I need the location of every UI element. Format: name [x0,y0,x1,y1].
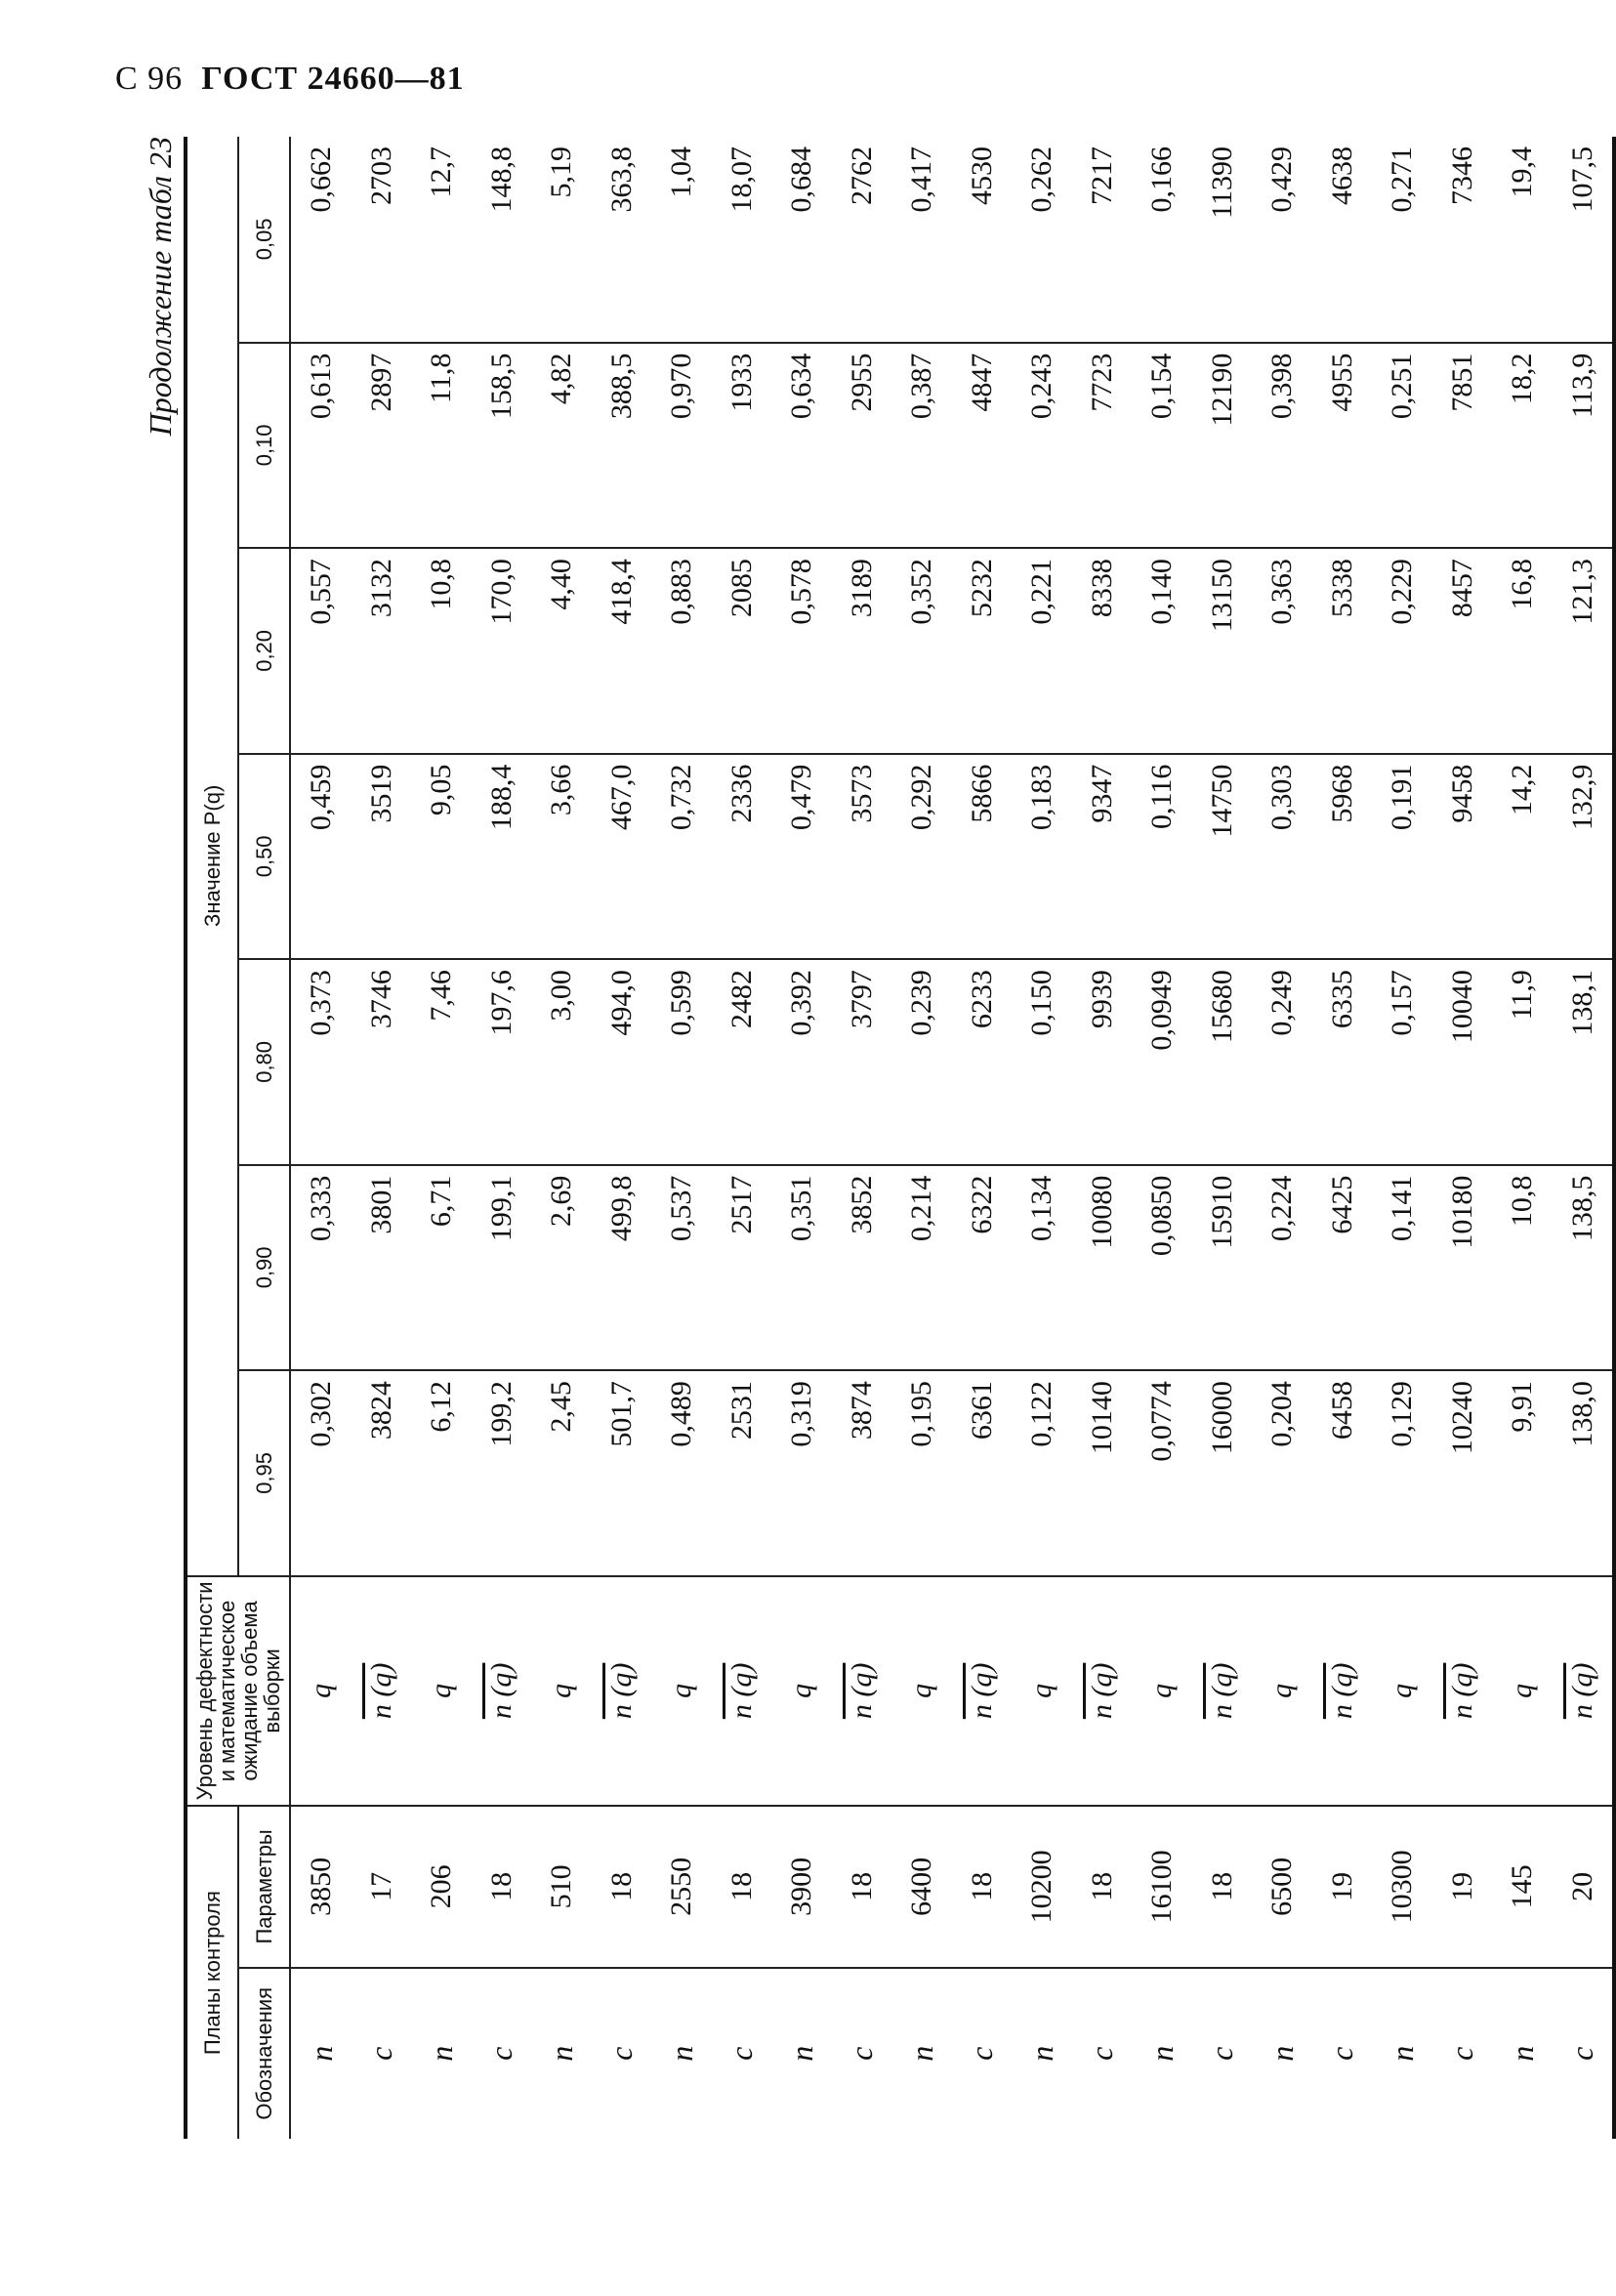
value-cell: 16,8 [1492,548,1553,754]
parameter-cell: 18 [1072,1806,1133,1967]
level-cell: n (q) [1312,1576,1373,1807]
value-cell: 10080 [1072,1165,1133,1371]
value-cell: 0,351 [771,1165,832,1371]
value-cell: 11,9 [1492,959,1553,1165]
level-cell: n (q) [352,1576,412,1807]
level-cell: q [1252,1576,1312,1807]
value-cell: 0,0774 [1132,1370,1192,1576]
value-cell: 7217 [1072,137,1133,343]
value-cell: 388,5 [592,343,652,549]
value-cell: 0,634 [771,343,832,549]
value-cell: 0,195 [891,1370,952,1576]
designation-cell: n [1143,2045,1180,2062]
value-cell: 14,2 [1492,754,1553,960]
level-cell: q [531,1576,592,1807]
value-cell: 148,8 [472,137,532,343]
level-cell: n (q) [1192,1576,1253,1807]
value-cell: 0,224 [1252,1165,1312,1371]
value-cell: 12,7 [411,137,472,343]
parameter-cell: 18 [832,1806,892,1967]
value-cell: 0,883 [651,548,712,754]
values-group-label: Значение P(q) [200,784,226,927]
parameter-cell: 145 [1492,1806,1553,1967]
value-cell: 467,0 [592,754,652,960]
value-cell: 4,40 [531,548,592,754]
value-cell: 3824 [352,1370,412,1576]
page-header [115,61,465,98]
table-row [472,137,532,2139]
value-cell: 0,398 [1252,343,1312,549]
value-cell: 11,8 [411,343,472,549]
value-cell: 16000 [1192,1370,1253,1576]
parameter-cell: 3850 [290,1806,352,1967]
value-cell: 0,417 [891,137,952,343]
parameter-cell: 206 [411,1806,472,1967]
value-cell: 0,271 [1372,137,1432,343]
value-cell: 15910 [1192,1165,1253,1371]
table-row [771,137,832,2139]
value-cell: 0,292 [891,754,952,960]
value-cell: 0,141 [1372,1165,1432,1371]
table-row [411,137,472,2139]
level-cell: n (q) [592,1576,652,1807]
value-cell: 0,303 [1252,754,1312,960]
designation-cell: n [1504,2045,1540,2062]
level-cell: n (q) [712,1576,772,1807]
value-cell: 0,970 [651,343,712,549]
value-cell: 0,429 [1252,137,1312,343]
value-cell: 0,204 [1252,1370,1312,1576]
value-cell: 0,262 [1012,137,1072,343]
page-number: С 96 [115,61,184,97]
value-cell: 9939 [1072,959,1133,1165]
designation-cell: c [1084,2046,1120,2061]
value-cell: 2897 [352,343,412,549]
designation-cell: n [783,2045,819,2062]
value-cell: 4530 [952,137,1013,343]
designation-cell: c [483,2046,519,2061]
designation-cell: c [1444,2046,1480,2061]
value-cell: 4,82 [531,343,592,549]
value-cell: 0,489 [651,1370,712,1576]
table-row [712,137,772,2139]
value-cell: 0,221 [1012,548,1072,754]
value-cell: 3132 [352,548,412,754]
p-header: 0,05 [238,137,290,343]
parameter-cell: 20 [1553,1806,1615,1967]
value-cell: 6425 [1312,1165,1373,1371]
value-cell: 3573 [832,754,892,960]
table-row [651,137,712,2139]
table-row [592,137,652,2139]
level-cell: q [290,1576,352,1807]
parameter-cell: 510 [531,1806,592,1967]
designation-cell: c [1324,2046,1360,2061]
plans-group-header: Планы контроля [186,1806,238,2139]
value-cell: 7,46 [411,959,472,1165]
value-cell: 10240 [1432,1370,1493,1576]
sampling-plans-table [184,137,1616,2139]
value-cell: 0,459 [290,754,352,960]
table-row [1553,137,1615,2139]
value-cell: 6458 [1312,1370,1373,1576]
designation-cell: c [603,2046,640,2061]
values-group-header [186,137,238,1576]
value-cell: 3,66 [531,754,592,960]
value-cell: 494,0 [592,959,652,1165]
value-cell: 0,392 [771,959,832,1165]
value-cell: 9,91 [1492,1370,1553,1576]
value-cell: 2703 [352,137,412,343]
value-cell: 0,140 [1132,548,1192,754]
value-cell: 2336 [712,754,772,960]
value-cell: 0,0850 [1132,1165,1192,1371]
parameter-cell: 18 [1192,1806,1253,1967]
value-cell: 107,5 [1553,137,1615,343]
value-cell: 7851 [1432,343,1493,549]
p-header: 0,95 [238,1370,290,1576]
value-cell: 8338 [1072,548,1133,754]
value-cell: 5338 [1312,548,1373,754]
value-cell: 158,5 [472,343,532,549]
table-row [1312,137,1373,2139]
value-cell: 6361 [952,1370,1013,1576]
value-cell: 5,19 [531,137,592,343]
value-cell: 1,04 [651,137,712,343]
value-cell: 0,537 [651,1165,712,1371]
value-cell: 9,05 [411,754,472,960]
parameter-cell: 18 [472,1806,532,1967]
designation-cell: n [543,2045,579,2062]
value-cell: 7346 [1432,137,1493,343]
value-cell: 3519 [352,754,412,960]
value-cell: 0,243 [1012,343,1072,549]
value-cell: 418,4 [592,548,652,754]
level-cell: q [1492,1576,1553,1807]
value-cell: 0,387 [891,343,952,549]
value-cell: 0,373 [290,959,352,1165]
value-cell: 10040 [1432,959,1493,1165]
value-cell: 4955 [1312,343,1373,549]
table-row [1252,137,1312,2139]
value-cell: 0,599 [651,959,712,1165]
parameter-cell: 16100 [1132,1806,1192,1967]
designation-cell: c [724,2046,760,2061]
value-cell: 2482 [712,959,772,1165]
parameters-header: Параметры [238,1806,290,1967]
value-cell: 2762 [832,137,892,343]
header-row-groups [186,137,238,2139]
designation-cell: n [903,2045,939,2062]
level-cell: n (q) [472,1576,532,1807]
value-cell: 0,578 [771,548,832,754]
table-row [1432,137,1493,2139]
parameter-cell: 2550 [651,1806,712,1967]
value-cell: 0,239 [891,959,952,1165]
parameter-cell: 10300 [1372,1806,1432,1967]
value-cell: 0,333 [290,1165,352,1371]
parameter-cell: 19 [1432,1806,1493,1967]
value-cell: 363,8 [592,137,652,343]
value-cell: 138,5 [1553,1165,1615,1371]
level-cell: q [411,1576,472,1807]
value-cell: 0,352 [891,548,952,754]
table-row [832,137,892,2139]
value-cell: 121,3 [1553,548,1615,754]
value-cell: 3189 [832,548,892,754]
value-cell: 3,00 [531,959,592,1165]
value-cell: 132,9 [1553,754,1615,960]
value-cell: 11390 [1192,137,1253,343]
value-cell: 0,154 [1132,343,1192,549]
parameter-cell: 3900 [771,1806,832,1967]
value-cell: 199,1 [472,1165,532,1371]
value-cell: 7723 [1072,343,1133,549]
level-cell: q [1012,1576,1072,1807]
value-cell: 3874 [832,1370,892,1576]
value-cell: 18,07 [712,137,772,343]
designation-cell: n [1023,2045,1059,2062]
value-cell: 3797 [832,959,892,1165]
value-cell: 13150 [1192,548,1253,754]
level-cell: n (q) [952,1576,1013,1807]
rotated-table-block [137,137,1600,2139]
value-cell: 501,7 [592,1370,652,1576]
value-cell: 6322 [952,1165,1013,1371]
value-cell: 188,4 [472,754,532,960]
value-cell: 2,45 [531,1370,592,1576]
table-row [352,137,412,2139]
value-cell: 2085 [712,548,772,754]
table-row [290,137,352,2139]
designation-cell: n [1264,2045,1300,2062]
table-row [531,137,592,2139]
value-cell: 5968 [1312,754,1373,960]
standard-number: ГОСТ 24660—81 [201,61,465,97]
value-cell: 0,0949 [1132,959,1192,1165]
value-cell: 4638 [1312,137,1373,343]
designation-cell: n [423,2045,459,2062]
value-cell: 12190 [1192,343,1253,549]
table-row [1492,137,1553,2139]
table-row [1012,137,1072,2139]
designation-cell: n [663,2045,699,2062]
value-cell: 9347 [1072,754,1133,960]
header-row-columns [238,137,290,2139]
designation-cell: c [363,2046,399,2061]
p-header: 0,50 [238,754,290,960]
level-cell: q [1132,1576,1192,1807]
parameter-cell: 6500 [1252,1806,1312,1967]
value-cell: 499,8 [592,1165,652,1371]
value-cell: 0,363 [1252,548,1312,754]
level-cell: n (q) [1072,1576,1133,1807]
value-cell: 2517 [712,1165,772,1371]
value-cell: 19,4 [1492,137,1553,343]
value-cell: 0,302 [290,1370,352,1576]
table-row [952,137,1013,2139]
value-cell: 0,249 [1252,959,1312,1165]
designation-cell: c [964,2046,1000,2061]
level-header: Уровень дефектности и математическое ожидание объема выборки [186,1576,290,1807]
value-cell: 15680 [1192,959,1253,1165]
value-cell: 0,183 [1012,754,1072,960]
value-cell: 2531 [712,1370,772,1576]
level-cell: q [891,1576,952,1807]
value-cell: 5232 [952,548,1013,754]
value-cell: 113,9 [1553,343,1615,549]
value-cell: 3746 [352,959,412,1165]
value-cell: 5866 [952,754,1013,960]
value-cell: 9458 [1432,754,1493,960]
value-cell: 6,12 [411,1370,472,1576]
value-cell: 197,6 [472,959,532,1165]
parameter-cell: 19 [1312,1806,1373,1967]
table-row [1192,137,1253,2139]
parameter-cell: 18 [952,1806,1013,1967]
level-cell: n (q) [832,1576,892,1807]
p-header: 0,80 [238,959,290,1165]
parameter-cell: 18 [592,1806,652,1967]
value-cell: 6,71 [411,1165,472,1371]
value-cell: 2955 [832,343,892,549]
designation-cell: n [1384,2045,1420,2062]
value-cell: 3852 [832,1165,892,1371]
value-cell: 0,479 [771,754,832,960]
table-row [891,137,952,2139]
value-cell: 6233 [952,959,1013,1165]
value-cell: 138,1 [1553,959,1615,1165]
value-cell: 170,0 [472,548,532,754]
value-cell: 10,8 [411,548,472,754]
p-header: 0,10 [238,343,290,549]
value-cell: 3801 [352,1165,412,1371]
value-cell: 0,662 [290,137,352,343]
designation-cell: c [1553,1968,1615,2139]
value-cell: 0,116 [1132,754,1192,960]
value-cell: 10140 [1072,1370,1133,1576]
level-cell: q [1372,1576,1432,1807]
value-cell: 199,2 [472,1370,532,1576]
level-cell: q [651,1576,712,1807]
value-cell: 2,69 [531,1165,592,1371]
designation-cell: c [844,2046,880,2061]
table-body [290,137,1614,2139]
level-cell: n (q) [1553,1576,1615,1807]
value-cell: 0,122 [1012,1370,1072,1576]
p-header: 0,90 [238,1165,290,1371]
parameter-cell: 17 [352,1806,412,1967]
table-caption: Продолжение табл 23 [143,137,178,437]
value-cell: 0,319 [771,1370,832,1576]
value-cell: 0,191 [1372,754,1432,960]
designation-cell: c [1204,2046,1240,2061]
value-cell: 0,251 [1372,343,1432,549]
value-cell: 0,732 [651,754,712,960]
parameter-cell: 6400 [891,1806,952,1967]
p-header: 0,20 [238,548,290,754]
value-cell: 0,684 [771,137,832,343]
value-cell: 18,2 [1492,343,1553,549]
table-row [1072,137,1133,2139]
value-cell: 0,166 [1132,137,1192,343]
parameter-cell: 10200 [1012,1806,1072,1967]
value-cell: 0,157 [1372,959,1432,1165]
value-cell: 6335 [1312,959,1373,1165]
level-cell: n (q) [1432,1576,1493,1807]
value-cell: 0,214 [891,1165,952,1371]
value-cell: 10180 [1432,1165,1493,1371]
value-cell: 14750 [1192,754,1253,960]
value-cell: 0,613 [290,343,352,549]
designation-cell: n [303,2045,339,2062]
table-row [1132,137,1192,2139]
value-cell: 4847 [952,343,1013,549]
level-cell: q [771,1576,832,1807]
value-cell: 10,8 [1492,1165,1553,1371]
value-cell: 8457 [1432,548,1493,754]
value-cell: 0,134 [1012,1165,1072,1371]
value-cell: 0,129 [1372,1370,1432,1576]
value-cell: 1933 [712,343,772,549]
value-cell: 0,557 [290,548,352,754]
designations-header: Обозначения [238,1968,290,2139]
value-cell: 138,0 [1553,1370,1615,1576]
parameter-cell: 18 [712,1806,772,1967]
value-cell: 0,229 [1372,548,1432,754]
table-row [1372,137,1432,2139]
value-cell: 0,150 [1012,959,1072,1165]
